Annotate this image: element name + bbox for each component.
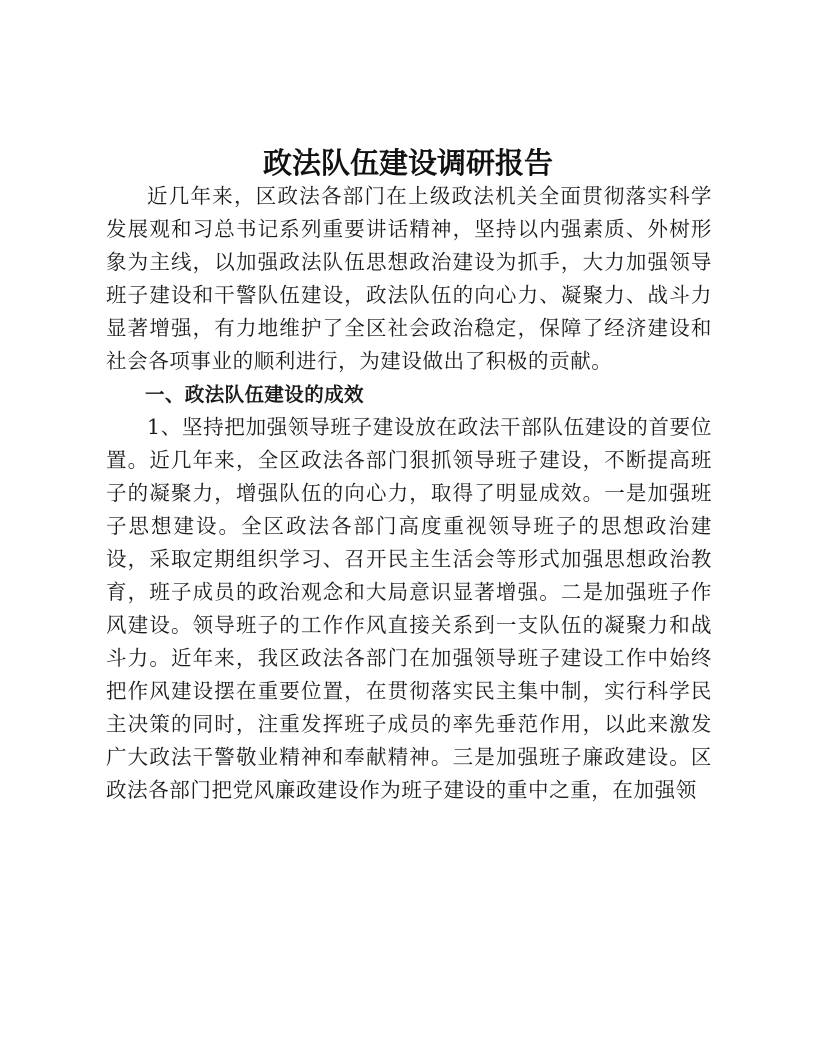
section-heading: 一、政法队伍建设的成效: [145, 383, 364, 406]
intro-paragraph: 近几年来，区政法各部门在上级政法机关全面贯彻落实科学发展观和习总书记系列重要讲话精神，坚持以内强素质、外树形象为主线，以加强政法队伍思想政治建设为抓手，大力加强领导班子建设和干警队伍建设，政法队伍的向心力、凝聚力、战斗力显著增强，有力地维护了全区社会政治稳定，保障了经济建设和社会各项事业的顺利进行，为建设做出了积极的贡献。: [106, 184, 712, 373]
document-body: [106, 180, 712, 807]
document-title: 政法队伍建设调研报告: [262, 146, 553, 180]
section-paragraph: 1、坚持把加强领导班子建设放在政法干部队伍建设的首要位置。近几年来，全区政法各部门狠抓领导班子建设，不断提高班子的凝聚力，增强队伍的向心力，取得了明显成效。一是加强班子思想建设。全区政法各部门高度重视领导班子的思想政治建设，采取定期组织学习、召开民主生活会等形式加强思想政治教育，班子成员的政治观念和大局意识显著增强。二是加强班子作风建设。领导班子的工作作风直接关系到一支队伍的凝聚力和战斗力。近年来，我区政法各部门在加强领导班子建设工作中始终把作风建设摆在重要位置，在贯彻落实民主集中制，实行科学民主决策的同时，注重发挥班子成员的率先垂范作用，以此来激发广大政法干警敬业精神和奉献精神。三是加强班子廉政建设。区政法各部门把党风廉政建设作为班子建设的重中之重，在加强领: [106, 415, 712, 802]
